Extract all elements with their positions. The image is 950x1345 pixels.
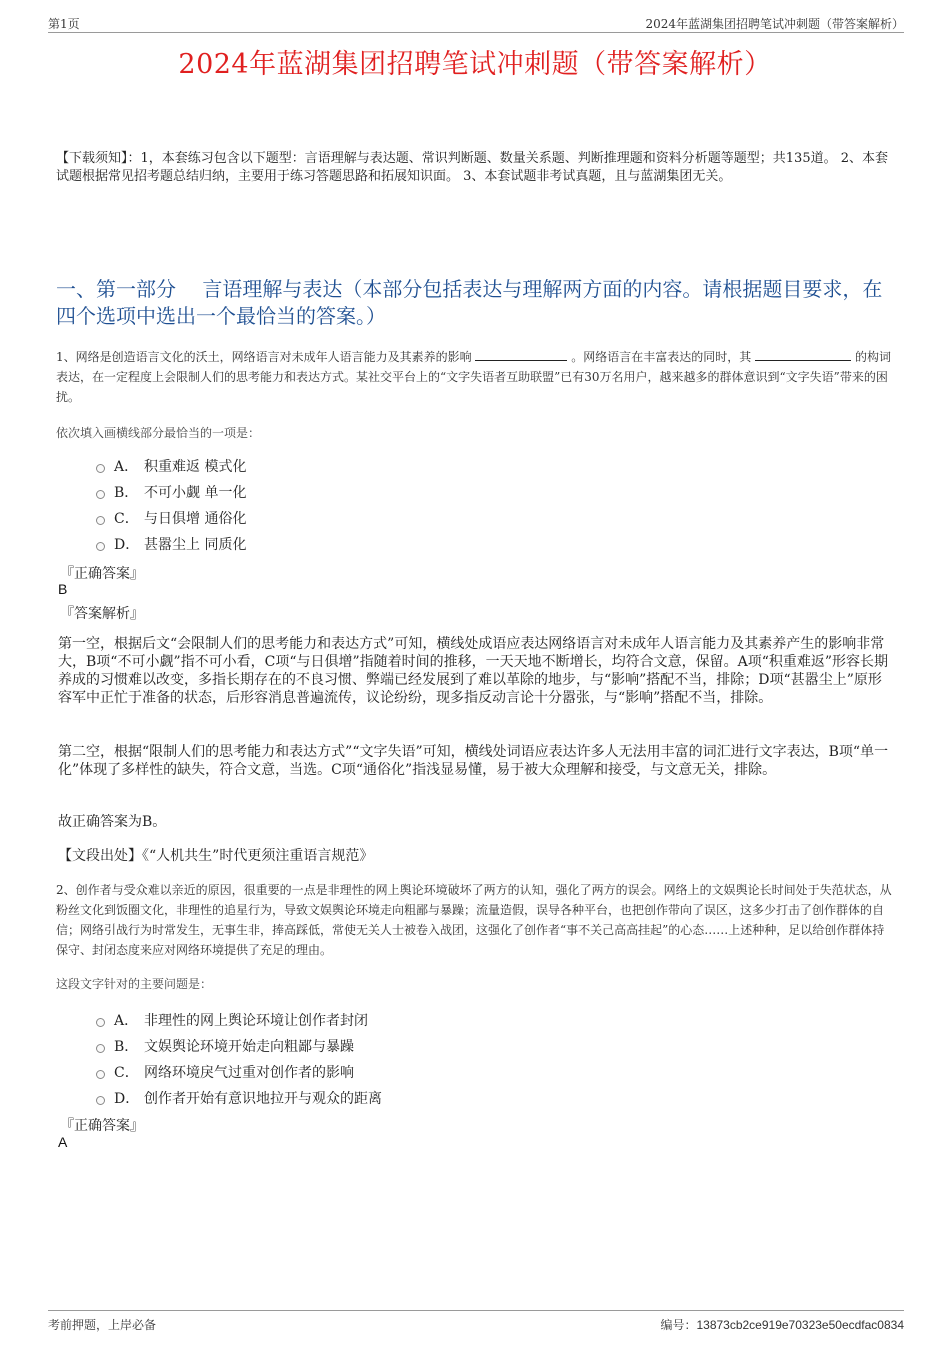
option-text: 积重难返 模式化 (144, 459, 247, 475)
q1-blank-1 (475, 347, 567, 361)
option-key: B． (114, 1039, 139, 1055)
radio-icon[interactable] (96, 1044, 105, 1053)
option-key: B． (114, 485, 139, 501)
radio-icon[interactable] (96, 464, 105, 473)
q1-text-part1: 1、网络是创造语言文化的沃土，网络语言对未成年人语言能力及其素养的影响 (56, 350, 472, 364)
question-2-stem: 2、创作者与受众难以亲近的原因，很重要的一点是非理性的网上舆论环境破坏了两方的认知，强化了两方的误会。网络上的文娱舆论长时间处于失范状态，从粉丝文化到饭圈文化，非理性的追星行为，导致文娱舆论环境走向粗鄙与暴躁；流量造假，误导各种平台，也把创作带向了误区，这多少打击了创作群体的自信；网络引战行为时常发生，无事生非，捧高踩低，常使无关人士被卷入战团，这强化了创作者“事不关己高高挂起”的心态……上述种种，足以给创作群体持保守、封闭态度来应对网络环境提供了充足的理由。 (56, 883, 892, 957)
page-header (48, 14, 904, 33)
q1-option-c[interactable] (96, 505, 246, 531)
q1-option-b[interactable] (96, 479, 246, 505)
radio-icon[interactable] (96, 1070, 105, 1079)
q1-analysis-label: 『答案解析』 (60, 606, 144, 622)
q1-answer: B (58, 581, 68, 597)
option-key: C． (114, 1065, 139, 1081)
q2-option-d[interactable] (96, 1085, 382, 1111)
option-key: A． (114, 459, 139, 475)
option-key: D． (114, 537, 140, 553)
radio-icon[interactable] (96, 1096, 105, 1105)
option-text: 非理性的网上舆论环境让创作者封闭 (144, 1013, 368, 1029)
option-key: C． (114, 511, 139, 527)
page-number: 第1页 (48, 17, 80, 31)
footer-slogan: 考前押题，上岸必备 (48, 1318, 157, 1332)
q2-hint: 这段文字针对的主要问题是： (56, 977, 213, 991)
section-heading: 一、第一部分 言语理解与表达（本部分包括表达与理解两方面的内容。请根据题目要求，在四个选项中选出一个最恰当的答案。） (56, 277, 883, 328)
option-text: 网络环境戾气过重对创作者的影响 (144, 1065, 354, 1081)
q1-option-a[interactable] (96, 453, 246, 479)
radio-icon[interactable] (96, 542, 105, 551)
option-key: A． (114, 1013, 139, 1029)
q1-answer-label: 『正确答案』 (60, 566, 144, 582)
q1-text-part3: 的构词表达，在一定程度上会限制人们的思考能力和表达方式。某社交平台上的“文字失语者互助联盟”已有30万名用户，越来越多的群体意识到“文字失语”带来的困扰。 (56, 350, 891, 404)
footer-code: 13873cb2ce919e70323e50ecdfac0834 (696, 1318, 904, 1332)
q2-answer: A (58, 1134, 68, 1150)
footer-code-label: 编号： (660, 1318, 697, 1332)
option-text: 与日俱增 通俗化 (144, 511, 247, 527)
q1-text-part2: 。网络语言在丰富表达的同时，其 (571, 350, 752, 364)
q2-option-a[interactable] (96, 1007, 382, 1033)
option-text: 甚嚣尘上 同质化 (144, 537, 247, 553)
q2-option-b[interactable] (96, 1033, 382, 1059)
radio-icon[interactable] (96, 1018, 105, 1027)
radio-icon[interactable] (96, 490, 105, 499)
q2-option-c[interactable] (96, 1059, 382, 1085)
option-key: D． (114, 1091, 140, 1107)
q1-blank-2 (755, 347, 851, 361)
question-1-stem (56, 347, 896, 407)
download-notice: 【下载须知】：1，本套练习包含以下题型：言语理解与表达题、常识判断题、数量关系题、判断推理题和资料分析题等题型；共135道。 2、本套试题根据常见招考题总结归纳，主要用于练习答题思路和拓展知识面。 3、本套试题非考试真题，且与蓝湖集团无关。 (56, 151, 888, 184)
q1-analysis-1: 第一空，根据后文“会限制人们的思考能力和表达方式”可知，横线处成语应表达网络语言对未成年人语言能力及其素养产生的影响非常大，B项“不可小觑”指不可小看，C项“与日俱增”指随着时间的推移，一天天地不断增长，均符合文意，保留。A项“积重难返”形容长期养成的习惯难以改变，多指长期存在的不良习惯、弊端已经发展到了难以革除的地步，与“影响”搭配不当，排除；D项“甚嚣尘上”原形容军中正忙于准备的状态，后形容消息普遍流传，议论纷纷，现多指反动言论十分嚣张，与“影响”搭配不当，排除。 (58, 636, 889, 706)
q1-hint: 依次填入画横线部分最恰当的一项是： (56, 426, 261, 440)
header-doc-title: 2024年蓝湖集团招聘笔试冲刺题（带答案解析） (645, 17, 904, 31)
q1-conclusion: 故正确答案为B。 (58, 814, 167, 830)
q1-option-d[interactable] (96, 531, 246, 557)
option-text: 不可小觑 单一化 (144, 485, 247, 501)
footer-doc-id (660, 1316, 904, 1333)
q1-source: 【文段出处】《“人机共生”时代更须注重语言规范》 (58, 848, 374, 864)
page-footer (48, 1310, 904, 1335)
q2-answer-label: 『正确答案』 (60, 1118, 144, 1134)
q1-options (96, 453, 246, 557)
q1-analysis-2: 第二空，根据“限制人们的思考能力和表达方式”“文字失语”可知，横线处词语应表达许多人无法用丰富的词汇进行文字表达，B项“单一化”体现了多样性的缺失，符合文意，当选。C项“通俗化”指浅显易懂，易于被大众理解和接受，与文意无关，排除。 (58, 744, 889, 778)
q2-options (96, 1007, 382, 1111)
option-text: 创作者开始有意识地拉开与观众的距离 (144, 1091, 382, 1107)
page-title: 2024年蓝湖集团招聘笔试冲刺题（带答案解析） (178, 49, 772, 80)
option-text: 文娱舆论环境开始走向粗鄙与暴躁 (144, 1039, 354, 1055)
radio-icon[interactable] (96, 516, 105, 525)
